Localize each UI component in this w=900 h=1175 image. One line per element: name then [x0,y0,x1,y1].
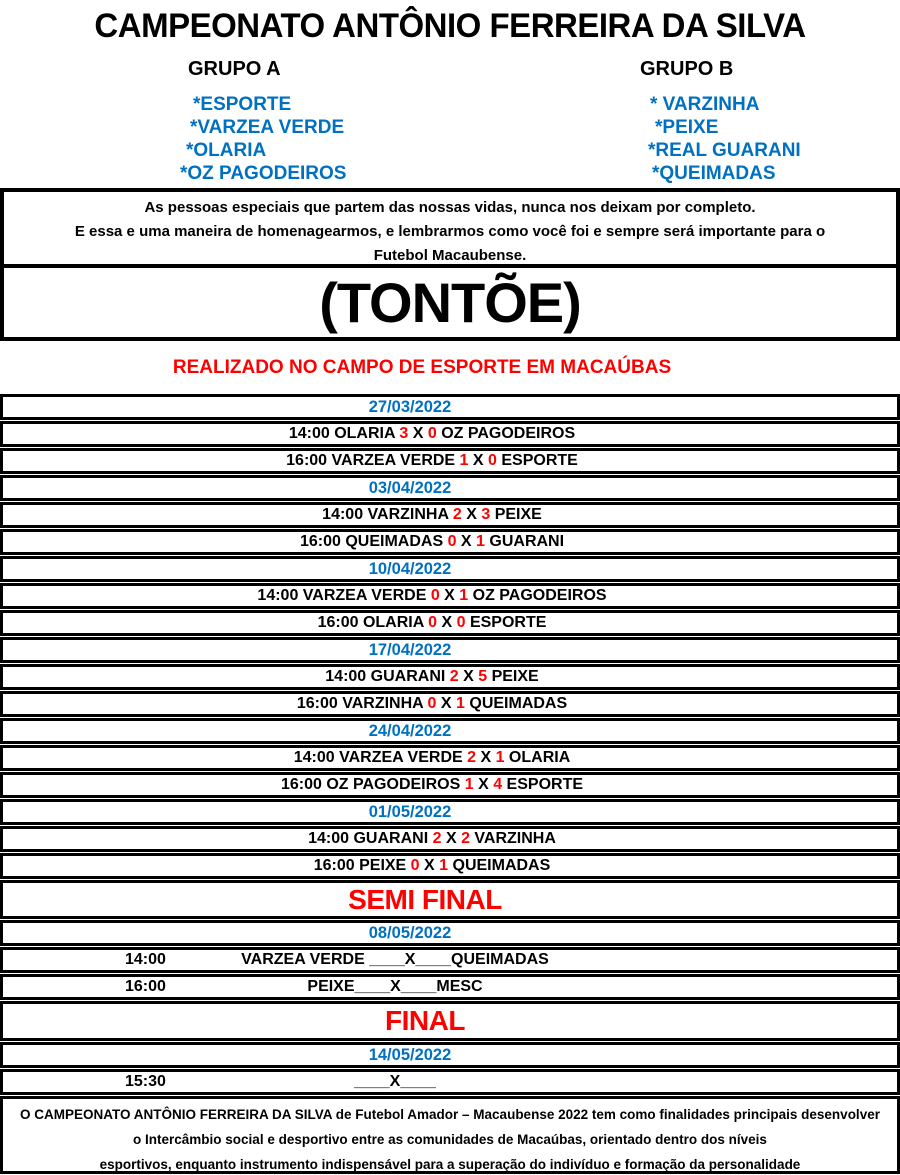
honoree-box [0,264,900,341]
away-score: 3 [481,506,491,523]
fixture-content [354,1073,436,1091]
fixture-content [241,951,549,969]
match-row [0,610,900,636]
home-score: 2 [452,506,462,523]
date-content [369,479,452,498]
date-label: 01/05/2022 [368,802,452,821]
date-label: 17/04/2022 [368,640,452,659]
match-row [0,583,900,609]
away-score: 1 [459,587,469,604]
group-name: GRUPO B [640,58,734,80]
away-score: 0 [427,425,437,442]
away-team: OLARIA [504,749,571,766]
away-team: OZ PAGODEIROS [436,425,576,442]
date-row [0,718,900,744]
match-time: 16:00 [317,614,363,631]
home-score: 0 [430,587,440,604]
groups-section [0,52,900,188]
tribute-line: As pessoas especiais que partem das nossas vidas, nunca nos deixam por completo. [144,199,756,216]
away-team: GUARANI [484,533,565,550]
score-separator: X [436,695,457,712]
team-name: * VARZINHA [650,94,760,115]
match-content [289,425,575,443]
match-time: 16:00 [296,695,343,712]
match-time: 14:00 [288,425,335,442]
match-time: 16:00 [299,533,346,550]
date-content [369,803,452,822]
match-content [322,506,542,524]
score-separator: X [476,749,496,766]
away-score: 0 [488,452,497,469]
match-content [314,857,551,875]
match-time: 16:00 [286,452,332,469]
team-name: *OZ PAGODEIROS [180,163,347,184]
tribute-line: E essa e uma maneira de homenagearmos, e lembrarmos como você foi e sempre será importante para o [74,223,826,240]
home-score: 0 [428,614,438,631]
score-separator: X [473,776,494,793]
date-row [0,394,900,420]
match-time: 14:00 [322,506,368,523]
team-name: *PEIXE [655,117,719,138]
away-score: 1 [439,857,449,874]
match-time: 14:00 [257,587,303,604]
away-team: PEIXE [490,506,542,523]
match-content [318,614,547,632]
tribute-line: Futebol Macaubense. [373,247,527,264]
fixture-time: 15:30 [125,1073,166,1090]
home-score: 1 [459,452,469,469]
group-name: GRUPO A [188,58,281,80]
match-content [325,668,538,686]
date-row [0,799,900,825]
date-label: 10/04/2022 [368,559,452,578]
date-content [369,560,452,579]
date-content [369,398,452,417]
score-separator: X [458,668,479,685]
match-row [0,826,900,852]
team-name: *VARZEA VERDE [190,117,345,138]
score-separator: X [441,830,462,847]
home-team: GUARANI [370,668,450,685]
date-row [0,475,900,501]
team-name: *REAL GUARANI [648,140,801,161]
footer-line: o Intercâmbio social e desportivo entre as comunidades de Macaúbas, orientado dentro dos níveis [133,1132,767,1147]
fixture-text: PEIXE____X____MESC [307,978,483,995]
score-separator: X [419,857,440,874]
home-team: OLARIA [362,614,429,631]
page-title: CAMPEONATO ANTÔNIO FERREIRA DA SILVA [94,7,806,45]
away-score: 2 [461,830,470,847]
date-content [369,722,452,741]
round-title: SEMI FINAL [348,883,502,915]
match-content [294,749,571,767]
away-score: 0 [456,614,466,631]
section-row [0,1001,900,1041]
section-content [348,884,502,916]
fixture-time: 14:00 [125,951,166,968]
fixture-row [0,974,900,1000]
date-content [369,1046,452,1065]
fixture-text: VARZEA VERDE ____X____QUEIMADAS [241,951,549,968]
date-label: 14/05/2022 [368,1045,452,1064]
score-separator: X [468,452,489,469]
home-team: VARZINHA [367,506,453,523]
section-row [0,880,900,919]
home-score: 2 [449,668,459,685]
home-team: QUEIMADAS [345,533,448,550]
date-label: 24/04/2022 [368,721,452,740]
match-row [0,745,900,771]
fixture-time: 16:00 [125,978,166,995]
match-time: 14:00 [308,830,354,847]
fixture-text: ____X____ [354,1073,436,1090]
score-separator: X [461,506,482,523]
team-name: *OLARIA [186,140,267,161]
home-score: 2 [467,749,477,766]
match-content [297,695,567,713]
score-separator: X [408,425,428,442]
fixture-row [0,947,900,973]
match-content [286,452,578,470]
home-team: VARZEA VERDE [339,749,468,766]
home-team: VARZEA VERDE [302,587,431,604]
date-content [369,924,452,943]
away-team: PEIXE [487,668,539,685]
footer-line: O CAMPEONATO ANTÔNIO FERREIRA DA SILVA de Futebol Amador – Macaubense 2022 tem como finalidades principais desenvolver [20,1107,880,1122]
team-name: *ESPORTE [193,94,292,115]
date-row [0,637,900,663]
home-team: GUARANI [353,830,433,847]
footer-line: esportivos, enquanto instrumento indispensável para a superação do indivíduo e formação da personalidade [99,1157,801,1172]
date-label: 03/04/2022 [368,478,452,497]
away-team: QUEIMADAS [448,857,551,874]
away-team: VARZINHA [469,830,556,847]
away-team: ESPORTE [465,614,547,631]
tribute-box [0,188,900,268]
team-name: *QUEIMADAS [652,163,776,184]
match-row [0,772,900,798]
home-score: 3 [399,425,409,442]
round-title: FINAL [385,1005,465,1036]
match-row [0,448,900,474]
match-row [0,853,900,879]
away-team: OZ PAGODEIROS [468,587,607,604]
match-row [0,529,900,555]
match-time: 14:00 [293,749,340,766]
match-row [0,664,900,690]
group-b [640,52,801,185]
home-score: 2 [432,830,442,847]
section-content [385,1005,465,1037]
match-time: 16:00 [280,776,327,793]
venue-line: REALIZADO NO CAMPO DE ESPORTE EM MACAÚBAS [172,356,672,378]
away-score: 1 [476,533,485,550]
away-score: 1 [495,749,505,766]
schedule-table [0,394,900,1095]
away-team: ESPORTE [502,776,584,793]
honoree-name: (TONTÕE) [319,271,581,334]
home-score: 0 [447,533,457,550]
date-content [369,641,452,660]
score-separator: X [456,533,477,550]
away-score: 1 [456,695,465,712]
away-team: QUEIMADAS [464,695,568,712]
away-score: 5 [478,668,488,685]
match-time: 14:00 [325,668,371,685]
home-team: VARZEA VERDE [331,452,460,469]
date-row [0,556,900,582]
fixture-row [0,1069,900,1095]
match-content [257,587,606,605]
away-score: 4 [493,776,503,793]
match-row [0,502,900,528]
home-team: OLARIA [334,425,400,442]
fixture-content [307,978,482,996]
match-time: 16:00 [313,857,360,874]
match-content [308,830,556,848]
group-a [180,52,347,185]
score-separator: X [437,614,457,631]
match-content [281,776,583,794]
home-score: 0 [410,857,420,874]
home-score: 0 [427,695,437,712]
date-row [0,920,900,946]
match-row [0,691,900,717]
footer-box [0,1096,900,1174]
away-team: ESPORTE [496,452,578,469]
date-row [0,1042,900,1068]
date-label: 08/05/2022 [368,923,452,942]
home-score: 1 [464,776,474,793]
score-separator: X [439,587,460,604]
home-team: OZ PAGODEIROS [326,776,465,793]
date-label: 27/03/2022 [368,397,452,416]
home-team: VARZINHA [342,695,428,712]
match-row [0,421,900,447]
match-content [300,533,564,551]
home-team: PEIXE [359,857,411,874]
